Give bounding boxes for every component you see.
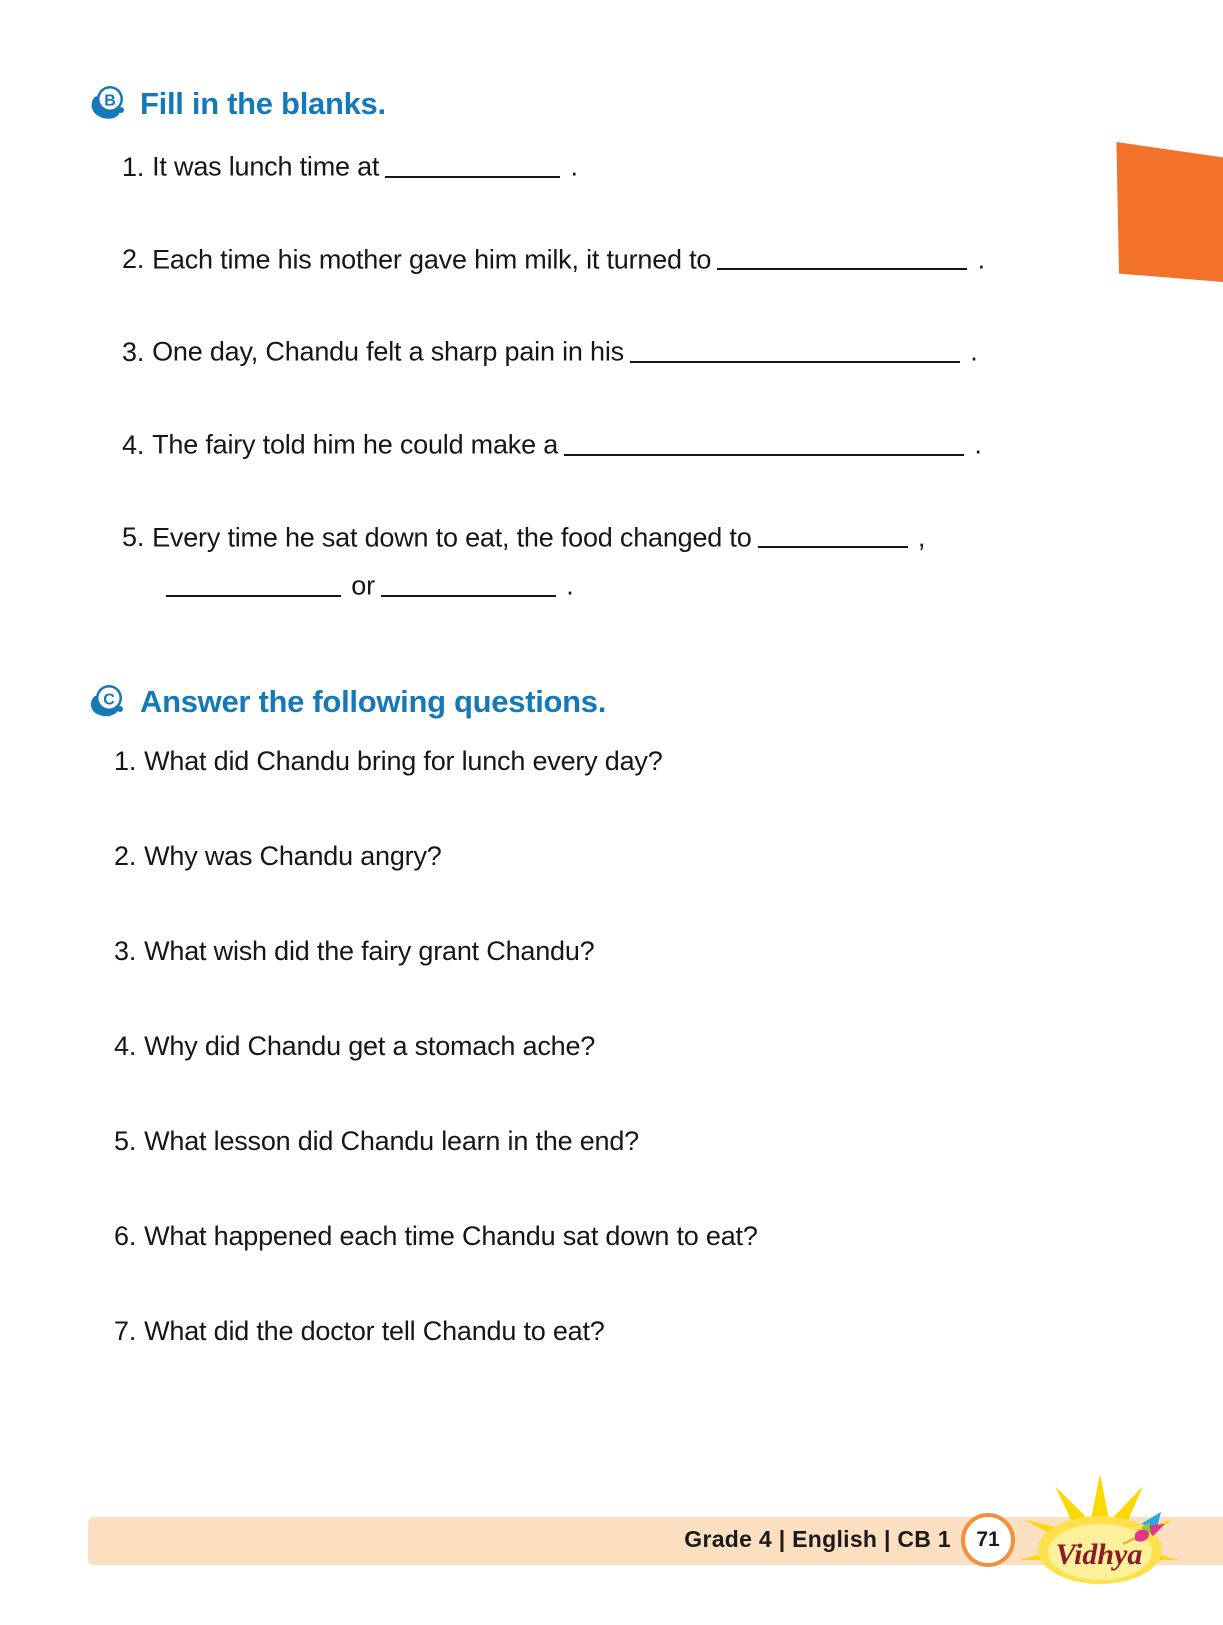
badge-b-icon xyxy=(88,84,128,124)
item-number: 4. xyxy=(114,1031,137,1061)
section-items xyxy=(88,150,985,602)
question-text: . xyxy=(962,336,978,367)
item-number: 3. xyxy=(114,936,137,966)
footer-label: Grade 4 | English | CB 1 xyxy=(684,1526,951,1552)
item-body xyxy=(152,428,982,459)
list-item xyxy=(122,521,985,552)
item-number: 7. xyxy=(114,1316,137,1346)
item-number: 2. xyxy=(122,244,145,275)
list-item-continuation xyxy=(160,569,985,602)
question-text: One day, Chandu felt a sharp pain in his xyxy=(152,336,624,367)
section-answer-questions xyxy=(88,682,758,1413)
answer-blank[interactable] xyxy=(630,335,960,363)
list-item xyxy=(114,748,758,775)
page-number-badge xyxy=(961,1513,1015,1567)
question-text: , xyxy=(910,522,926,553)
list-item xyxy=(114,1033,758,1060)
question-text: It was lunch time at xyxy=(152,151,380,182)
list-item xyxy=(114,843,758,870)
question-text: What happened each time Chandu sat down to eat? xyxy=(144,1221,758,1251)
question-text: . xyxy=(970,244,985,275)
svg-text:B: B xyxy=(104,92,116,110)
list-item xyxy=(122,335,985,366)
item-number: 6. xyxy=(114,1221,137,1251)
list-item xyxy=(122,243,985,274)
item-number: 3. xyxy=(122,336,145,367)
question-text: or xyxy=(344,570,375,601)
vidhya-logo xyxy=(1015,1472,1185,1587)
item-body xyxy=(144,1223,758,1250)
list-item xyxy=(114,1318,758,1345)
section-fill-in-the-blanks xyxy=(88,84,985,664)
question-text: What lesson did Chandu learn in the end? xyxy=(144,1126,639,1156)
list-item xyxy=(114,1223,758,1250)
question-text: Why was Chandu angry? xyxy=(144,841,442,871)
item-number: 1. xyxy=(114,746,137,776)
orange-corner-decoration xyxy=(1093,142,1223,282)
logo-wordmark: Vidhya xyxy=(1055,1538,1143,1571)
item-body xyxy=(152,335,977,366)
answer-blank[interactable] xyxy=(758,521,908,549)
svg-text:C: C xyxy=(103,691,115,709)
section-items xyxy=(88,748,758,1345)
item-number: 4. xyxy=(122,429,145,460)
question-text: What did the doctor tell Chandu to eat? xyxy=(144,1316,605,1346)
item-body xyxy=(144,938,594,965)
list-item xyxy=(122,150,985,181)
section-heading xyxy=(88,682,758,722)
answer-blank[interactable] xyxy=(385,150,560,178)
question-text: What did Chandu bring for lunch every day? xyxy=(144,746,663,776)
question-text: Every time he sat down to eat, the food changed to xyxy=(152,522,752,553)
item-body xyxy=(144,1128,639,1155)
list-item xyxy=(122,428,985,459)
section-heading xyxy=(88,84,985,124)
question-text: What wish did the fairy grant Chandu? xyxy=(144,936,595,966)
question-text: . xyxy=(558,570,574,601)
item-body xyxy=(152,150,578,181)
list-item xyxy=(114,938,758,965)
question-text: . xyxy=(967,429,982,460)
section-title: Fill in the blanks. xyxy=(140,86,386,121)
page-number: 71 xyxy=(976,1528,1000,1551)
question-text: . xyxy=(563,151,578,182)
answer-blank[interactable] xyxy=(381,569,556,597)
item-body xyxy=(144,1033,595,1060)
list-item xyxy=(114,1128,758,1155)
question-text: Each time his mother gave him milk, it turned to xyxy=(152,244,712,275)
item-number: 1. xyxy=(122,151,145,182)
question-text: The fairy told him he could make a xyxy=(152,429,559,460)
answer-blank[interactable] xyxy=(717,243,967,271)
item-body xyxy=(144,748,662,775)
badge-c-icon xyxy=(88,682,128,722)
item-number: 2. xyxy=(114,841,137,871)
item-body xyxy=(152,243,985,274)
item-number: 5. xyxy=(114,1126,137,1156)
answer-blank[interactable] xyxy=(564,428,964,456)
item-body xyxy=(144,1318,605,1345)
item-number: 5. xyxy=(122,522,145,553)
item-body xyxy=(152,521,925,552)
question-text: Why did Chandu get a stomach ache? xyxy=(144,1031,596,1061)
item-body xyxy=(144,843,441,870)
answer-blank[interactable] xyxy=(166,569,341,597)
section-title: Answer the following questions. xyxy=(140,684,607,719)
